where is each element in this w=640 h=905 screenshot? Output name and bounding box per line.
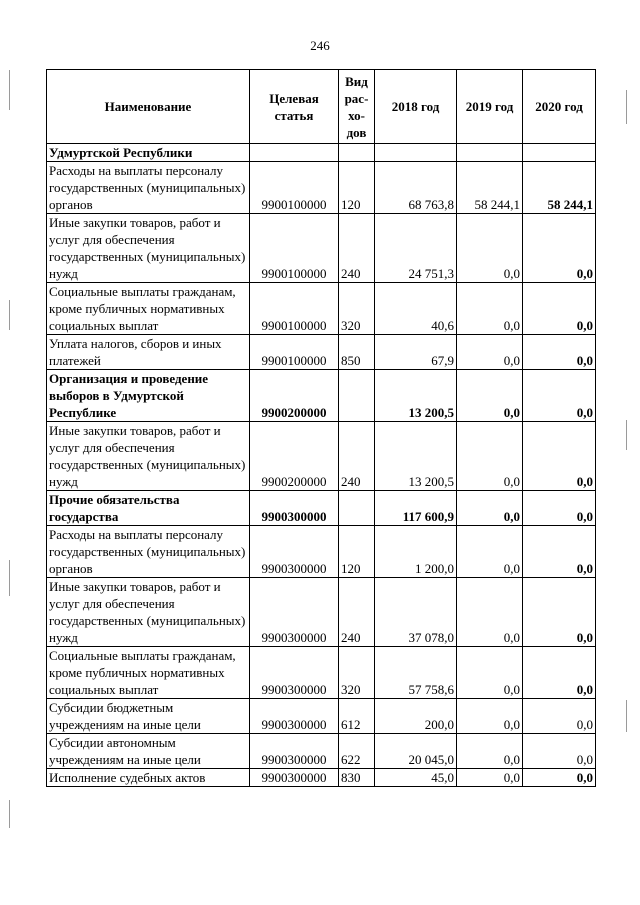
row-name: Субсидии автономным учреждениям на иные цели <box>47 734 250 769</box>
row-2018: 117 600,9 <box>375 491 457 526</box>
row-2019: 0,0 <box>457 335 523 370</box>
row-vid: 622 <box>339 734 375 769</box>
row-vid <box>339 370 375 422</box>
row-2019: 0,0 <box>457 769 523 787</box>
row-2018: 20 045,0 <box>375 734 457 769</box>
row-name: Исполнение судебных актов <box>47 769 250 787</box>
row-code: 9900300000 <box>250 578 339 647</box>
row-vid <box>339 144 375 162</box>
row-vid: 320 <box>339 647 375 699</box>
row-2018: 1 200,0 <box>375 526 457 578</box>
row-code: 9900100000 <box>250 335 339 370</box>
row-vid <box>339 491 375 526</box>
row-2020: 0,0 <box>523 769 596 787</box>
table-row <box>47 769 596 787</box>
row-name: Иные закупки товаров, работ и услуг для обеспечения государственных (муниципальных) нужд <box>47 578 250 647</box>
table-row <box>47 144 596 162</box>
scan-mark <box>9 560 10 596</box>
row-name: Иные закупки товаров, работ и услуг для обеспечения государственных (муниципальных) нужд <box>47 214 250 283</box>
row-vid: 120 <box>339 526 375 578</box>
row-2018: 67,9 <box>375 335 457 370</box>
row-2019: 0,0 <box>457 370 523 422</box>
budget-table <box>46 69 596 787</box>
row-vid: 240 <box>339 422 375 491</box>
row-2019: 0,0 <box>457 214 523 283</box>
row-code: 9900100000 <box>250 283 339 335</box>
row-vid: 830 <box>339 769 375 787</box>
table-row <box>47 526 596 578</box>
table-row <box>47 214 596 283</box>
row-2018: 57 758,6 <box>375 647 457 699</box>
row-name: Иные закупки товаров, работ и услуг для обеспечения государственных (муниципальных) нужд <box>47 422 250 491</box>
row-vid: 850 <box>339 335 375 370</box>
row-2018: 45,0 <box>375 769 457 787</box>
row-name: Субсидии бюджетным учреждениям на иные цели <box>47 699 250 734</box>
row-name: Уплата налогов, сборов и иных платежей <box>47 335 250 370</box>
row-2019: 58 244,1 <box>457 162 523 214</box>
row-2019: 0,0 <box>457 422 523 491</box>
row-name: Организация и проведение выборов в Удмуртской Республике <box>47 370 250 422</box>
row-2018: 24 751,3 <box>375 214 457 283</box>
row-vid: 320 <box>339 283 375 335</box>
row-name: Расходы на выплаты персоналу государственных (муниципальных) органов <box>47 162 250 214</box>
row-2019: 0,0 <box>457 647 523 699</box>
row-2018: 68 763,8 <box>375 162 457 214</box>
row-code: 9900300000 <box>250 526 339 578</box>
row-2020: 0,0 <box>523 699 596 734</box>
row-code: 9900200000 <box>250 422 339 491</box>
scan-mark <box>626 420 627 450</box>
row-2019: 0,0 <box>457 578 523 647</box>
header-2020: 2020 год <box>523 70 596 144</box>
row-name: Прочие обязательства государства <box>47 491 250 526</box>
row-2020: 0,0 <box>523 734 596 769</box>
header-2018: 2018 год <box>375 70 457 144</box>
row-name: Социальные выплаты гражданам, кроме публичных нормативных социальных выплат <box>47 647 250 699</box>
page-number: 246 <box>310 38 330 53</box>
scan-mark <box>9 300 10 330</box>
row-2018: 200,0 <box>375 699 457 734</box>
header-code: Целевая статья <box>250 70 339 144</box>
row-2020: 0,0 <box>523 370 596 422</box>
row-2019 <box>457 144 523 162</box>
row-vid: 240 <box>339 578 375 647</box>
row-code: 9900300000 <box>250 699 339 734</box>
row-code: 9900200000 <box>250 370 339 422</box>
row-code: 9900300000 <box>250 491 339 526</box>
row-2020: 0,0 <box>523 214 596 283</box>
row-code: 9900300000 <box>250 734 339 769</box>
row-2018: 13 200,5 <box>375 422 457 491</box>
table-row <box>47 335 596 370</box>
row-name: Расходы на выплаты персоналу государственных (муниципальных) органов <box>47 526 250 578</box>
row-2019: 0,0 <box>457 699 523 734</box>
row-2020: 0,0 <box>523 422 596 491</box>
scan-mark <box>9 800 10 828</box>
row-2018 <box>375 144 457 162</box>
row-2019: 0,0 <box>457 734 523 769</box>
row-name: Социальные выплаты гражданам, кроме публичных нормативных социальных выплат <box>47 283 250 335</box>
table-row <box>47 578 596 647</box>
table-row <box>47 491 596 526</box>
row-2020: 0,0 <box>523 283 596 335</box>
header-vid: Вид рас-хо-дов <box>339 70 375 144</box>
header-name: Наименование <box>47 70 250 144</box>
row-2020: 0,0 <box>523 491 596 526</box>
row-code: 9900300000 <box>250 647 339 699</box>
row-2018: 37 078,0 <box>375 578 457 647</box>
table-row <box>47 370 596 422</box>
row-vid: 120 <box>339 162 375 214</box>
row-2019: 0,0 <box>457 283 523 335</box>
row-2020: 0,0 <box>523 578 596 647</box>
table-row <box>47 734 596 769</box>
header-row <box>47 70 596 144</box>
row-2020: 0,0 <box>523 526 596 578</box>
scan-mark <box>626 90 627 124</box>
table-row <box>47 647 596 699</box>
table-row <box>47 699 596 734</box>
row-vid: 612 <box>339 699 375 734</box>
row-2019: 0,0 <box>457 491 523 526</box>
row-2019: 0,0 <box>457 526 523 578</box>
row-name: Удмуртской Республики <box>47 144 250 162</box>
scan-mark <box>626 700 627 732</box>
table-row <box>47 162 596 214</box>
row-code <box>250 144 339 162</box>
row-code: 9900100000 <box>250 214 339 283</box>
row-code: 9900100000 <box>250 162 339 214</box>
row-vid: 240 <box>339 214 375 283</box>
row-2020 <box>523 144 596 162</box>
row-2020: 58 244,1 <box>523 162 596 214</box>
row-2018: 13 200,5 <box>375 370 457 422</box>
row-2018: 40,6 <box>375 283 457 335</box>
table-row <box>47 283 596 335</box>
row-2020: 0,0 <box>523 335 596 370</box>
row-2020: 0,0 <box>523 647 596 699</box>
header-2019: 2019 год <box>457 70 523 144</box>
scan-mark <box>9 70 10 110</box>
table-row <box>47 422 596 491</box>
row-code: 9900300000 <box>250 769 339 787</box>
